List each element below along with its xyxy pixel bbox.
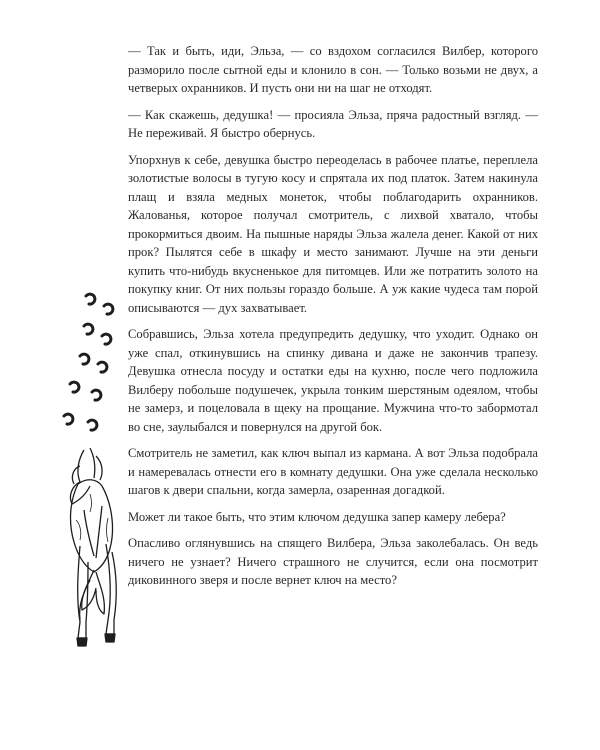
hoofprint-icon: [86, 294, 95, 304]
hoofprint-icon: [70, 382, 79, 392]
horse-figure: [70, 448, 116, 646]
hoofprint-icon: [102, 334, 111, 344]
hoofprint-icon: [64, 414, 73, 424]
hoofprint-icon: [92, 390, 101, 400]
hoofprint-icon: [98, 362, 107, 372]
paragraph: Упорхнув к себе, девушка быстро переоделась в рабочее платье, переплела золотистые волосы в тугую косу и спрятала их под платок. Затем накинула плащ и взяла медных монеток, чтобы поблагодарить охранников. Жалованья, которое получал смотритель, с лихвой хватало, чтобы прокормиться двоим. На пышные наряды Эльза жалела денег. Какой от них прок? Пылятся себе в шкафу и место занимают. Лучше на эти деньги купить что-нибудь вкусненькое для питомцев. Или же потратить золото на покупку книг. От них пользы гораздо больше. А уж какие чудеса там порой описываются — дух захватывает.: [128, 152, 538, 315]
paragraph: Собравшись, Эльза хотела предупредить дедушку, что уходит. Однако он уже спал, откинувшись на спинку дивана и даже не закончив трапезу. Девушка отнесла посуду и остатки еды на кухню, после чего подложила Вилберу побольше подушечек, укрыла тонким шерстяным одеялом, чтобы не замерз, и поцеловала в щеку на прощание. Мужчина что-то забормотал во сне, заулыбался и повернулся на другой бок.: [128, 327, 538, 434]
hoofprint-icon: [84, 324, 93, 334]
paragraph: Может ли такое быть, что этим ключом дедушка запер камеру лебера?: [128, 509, 506, 524]
paragraph: Смотритель не заметил, как ключ выпал из кармана. А вот Эльза подобрала и намеревалась отнести его в комнату дедушки. Она уже сделала несколько шагов к двери спальни, когда замерла, озаренная догадкой.: [128, 446, 538, 497]
hoofprint-icon: [104, 304, 113, 314]
main-text: [128, 42, 538, 598]
hoofprint-icon: [88, 420, 97, 430]
paragraph: — Так и быть, иди, Эльза, — со вздохом согласился Вилбер, которого разморило после сытной еды и клонило в сон. — Только возьми не двух, а четверых охранников. И пусть они ни на шаг не отходят.: [128, 44, 538, 95]
hoofprint-icon: [80, 354, 89, 364]
paragraph: — Как скажешь, дедушка! — просияла Эльза, пряча радостный взгляд. — Не переживай. Я быстро обернусь.: [128, 107, 538, 140]
paragraph: Опасливо оглянувшись на спящего Вилбера, Эльза заколебалась. Он ведь ничего не узнает? Ничего страшного не случится, если она посмотрит диковинного зверя и после вернет ключ на место?: [128, 536, 538, 587]
